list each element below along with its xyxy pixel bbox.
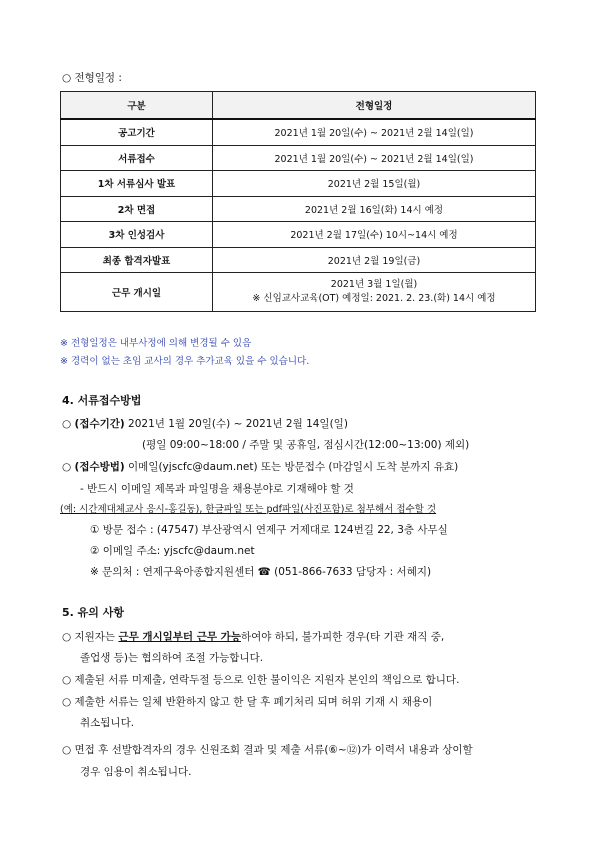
notice-prefix: ○ 지원자는 — [62, 631, 119, 643]
section-title: 5. 유의 사항 — [62, 606, 124, 619]
row-value: 2021년 1월 20일(수) ~ 2021년 2월 14일(일) — [213, 119, 536, 145]
bullet: ○ — [62, 461, 72, 473]
method-line — [62, 459, 458, 474]
schedule-heading: ○ 전형일정 : — [62, 72, 122, 84]
schedule-table — [60, 91, 536, 312]
row-label: 2차 면접 — [61, 196, 213, 222]
notice-line: ○ 면접 후 선발합격자의 경우 신원조회 결과 및 제출 서류(⑥~⑫)가 이력서 내용과 상이할 — [62, 744, 473, 756]
notice-line: ○ 제출한 서류는 일체 반환하지 않고 한 달 후 폐기처리 되며 허위 기재 시 채용이 — [62, 696, 433, 708]
notice-line: ○ 제출된 서류 미제출, 연락두절 등으로 인한 불이익은 지원자 본인의 책임으로 합니다. — [62, 674, 460, 686]
row-label: 서류접수 — [61, 145, 213, 171]
row-label: 공고기간 — [61, 119, 213, 145]
row-value: 2021년 2월 17일(수) 10시~14시 예정 — [213, 222, 536, 248]
notice-line: 취소됩니다. — [80, 717, 135, 729]
orientation-note: ※ 신임교사교육(OT) 예정일: 2021. 2. 23.(화) 14시 예정 — [252, 293, 496, 304]
table-header-schedule: 전형일정 — [213, 92, 536, 120]
list-item: ② 이메일 주소: yjscfc@daum.net — [90, 545, 255, 557]
notice-suffix: 하여야 하되, 불가피한 경우(타 기관 재직 중, — [240, 631, 445, 643]
list-item: ※ 문의처 : 연제구육아종합지원센터 ☎ (051-866-7633 담당자 : 서혜지) — [90, 566, 432, 578]
list-item: ① 방문 접수 : (47547) 부산광역시 연제구 거제대로 124번길 22, 3층 사무실 — [90, 524, 448, 536]
table-row — [61, 247, 536, 273]
period-label: (접수기간) — [74, 418, 125, 430]
method-value: 이메일(yjscfc@daum.net) 또는 방문접수 (마감일시 도착 분까지 유효) — [128, 461, 459, 473]
table-row — [61, 119, 536, 145]
notice-line — [62, 629, 444, 644]
table-row — [61, 145, 536, 171]
row-label: 3차 인성검사 — [61, 222, 213, 248]
row-value: 2021년 2월 16일(화) 14시 예정 — [213, 196, 536, 222]
method-example: (예: 시간제대체교사 응시-홍길동), 한글파일 또는 pdf파일(사진포함)로 첨부해서 접수할 것 — [60, 504, 437, 515]
table-row — [61, 196, 536, 222]
row-value: 2021년 2월 19일(금) — [213, 247, 536, 273]
training-note: ※ 경력이 없는 초임 교사의 경우 추가교육 있을 수 있습니다. — [60, 356, 310, 367]
schedule-note: ※ 전형일정은 내부사정에 의해 변경될 수 있음 — [60, 338, 252, 349]
row-value: 2021년 2월 15일(월) — [213, 171, 536, 197]
start-date: 2021년 3월 1일(월) — [330, 279, 418, 290]
table-row — [61, 222, 536, 248]
row-value: 2021년 1월 20일(수) ~ 2021년 2월 14일(일) — [213, 145, 536, 171]
table-row — [61, 171, 536, 197]
method-sub: - 반드시 이메일 제목과 파일명을 채용분야로 기재해야 할 것 — [80, 483, 354, 495]
table-header-category: 구분 — [61, 92, 213, 120]
notice-line: 졸업생 등)는 협의하여 조절 가능합니다. — [80, 652, 264, 664]
table-row — [61, 273, 536, 312]
period-line — [62, 416, 348, 431]
row-label: 최종 합격자발표 — [61, 247, 213, 273]
notice-emphasis: 근무 개시일부터 근무 가능 — [118, 631, 241, 643]
row-label: 1차 서류심사 발표 — [61, 171, 213, 197]
row-value — [213, 273, 536, 312]
section-title: 4. 서류접수방법 — [62, 394, 142, 407]
row-label: 근무 개시일 — [61, 273, 213, 312]
notice-line: 경우 임용이 취소됩니다. — [80, 766, 192, 778]
bullet: ○ — [62, 418, 72, 430]
period-note: (평일 09:00~18:00 / 주말 및 공휴일, 점심시간(12:00~13:00) 제외) — [142, 439, 470, 451]
period-value: 2021년 1월 20일(수) ~ 2021년 2월 14일(일) — [128, 418, 348, 430]
method-label: (접수방법) — [74, 461, 125, 473]
